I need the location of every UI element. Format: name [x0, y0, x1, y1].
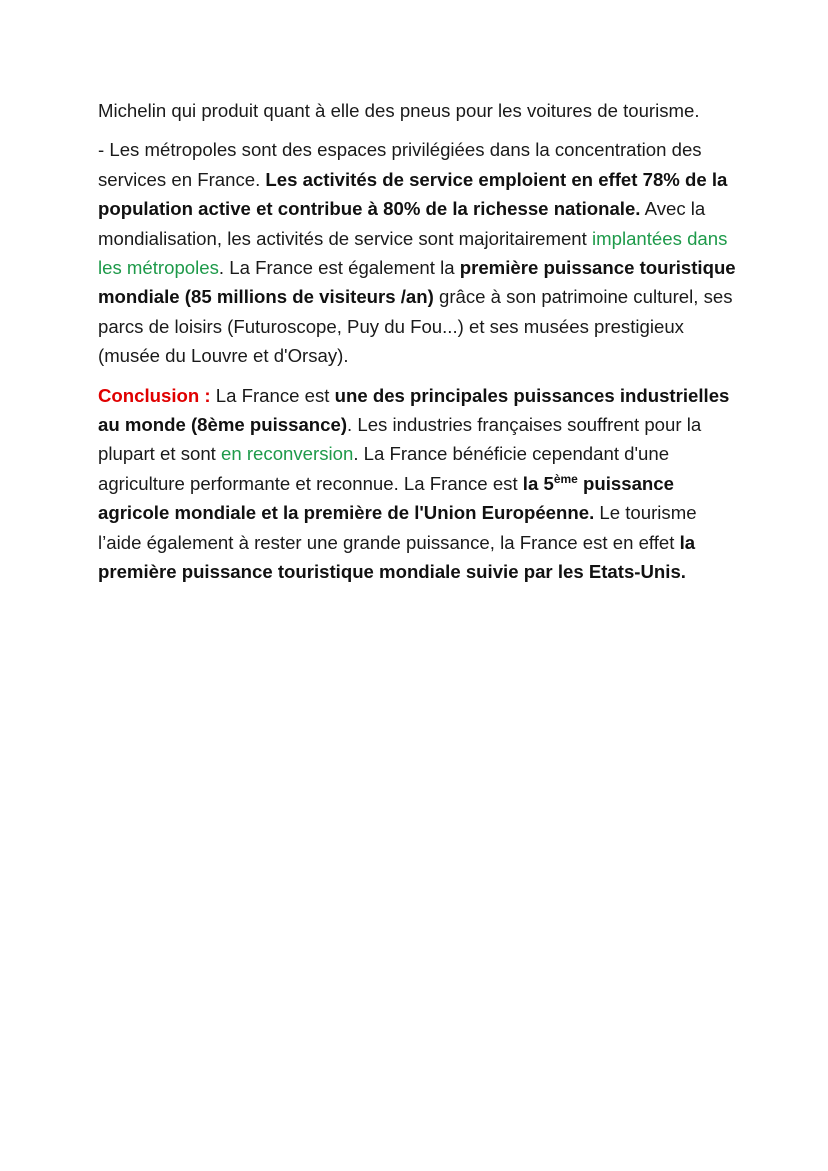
text-run: grâce à son patrimoine culturel, ses parcs de loisirs (Futuroscope, Puy du Fou...) et ses musées prestigieux (musée du Louvre et d'Orsay). — [98, 286, 733, 367]
paragraph-conclusion — [98, 381, 738, 587]
bold-run: Les activités de service emploient en effet 78% de la population active et contribue à 80% de la richesse nationale. — [98, 168, 728, 220]
text-run: - Les métropoles sont des espaces privilégiées dans la concentration des services en France. — [98, 139, 702, 190]
green-highlight: en reconversion — [221, 443, 354, 465]
document-page — [98, 96, 738, 597]
green-highlight: implantées dans les métropoles — [98, 227, 728, 279]
paragraph-text: Michelin qui produit quant à elle des pneus pour les voitures de tourisme. — [98, 100, 700, 121]
text-run: . Les industries françaises souffrent pour la plupart et sont — [98, 414, 702, 465]
superscript: ème — [553, 471, 578, 486]
bold-run-part: puissance agricole mondiale et la première de l'Union Européenne. — [98, 472, 674, 524]
paragraph-michelin — [98, 96, 738, 125]
text-run: . La France est également la — [218, 257, 460, 279]
bold-run-part: la 5 — [522, 472, 554, 494]
paragraph-metropoles — [98, 135, 738, 370]
conclusion-label: Conclusion : — [98, 384, 211, 406]
bold-run: première puissance touristique mondiale (85 millions de visiteurs /an) — [98, 257, 736, 308]
text-run: Le tourisme l’aide également à rester une grande puissance, la France est en effet — [98, 502, 697, 553]
bold-run: une des principales puissances industrielles au monde (8ème puissance) — [98, 384, 730, 436]
text-run: Avec la mondialisation, les activités de service sont majoritairement — [98, 198, 706, 249]
text-run: La France est — [210, 384, 335, 406]
bold-run: la première puissance touristique mondiale suivie par les Etats-Unis. — [98, 531, 696, 583]
text-run: . La France bénéficie cependant d'une agriculture performante et reconnue. La France est — [98, 443, 670, 494]
